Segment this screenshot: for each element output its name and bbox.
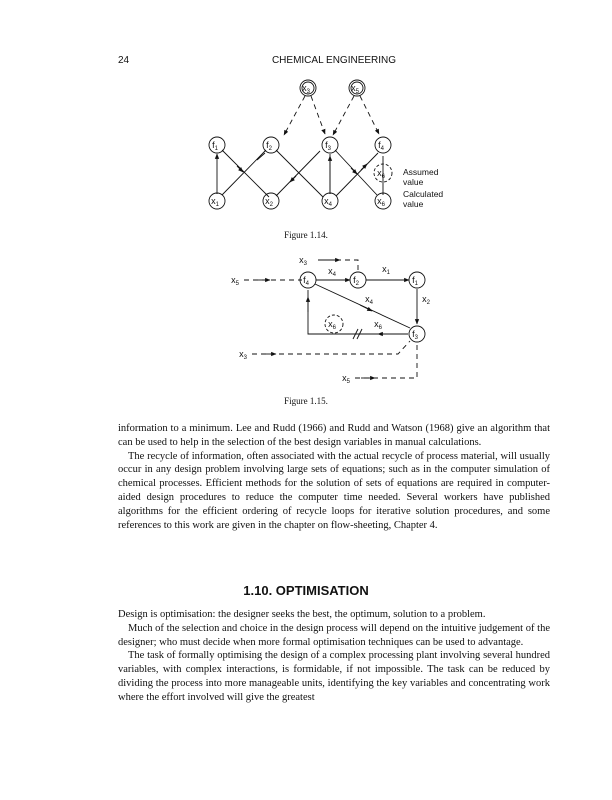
legend-calculated-line1: Calculated bbox=[403, 189, 444, 199]
label-x1: $x_1$ bbox=[382, 264, 390, 276]
label-x4-top: $x_4$ bbox=[328, 266, 336, 278]
edge-f2-x1-seg bbox=[257, 153, 265, 160]
legend-assumed-line1: Assumed bbox=[403, 167, 439, 177]
label-f3: $f_3$ bbox=[325, 140, 331, 152]
label-x6-edge: $x_6$ bbox=[374, 319, 382, 331]
edge-f2-x4 bbox=[276, 150, 323, 197]
arrow-f3-x2 bbox=[290, 176, 296, 182]
label-x6-node: $x_6$ bbox=[328, 319, 336, 331]
label-x6: $x_6$ bbox=[377, 196, 385, 208]
edge-x3-f3 bbox=[311, 96, 325, 134]
figure-1-14-caption: Figure 1.14. bbox=[284, 230, 328, 240]
paragraph: The recycle of information, often associated with the actual recycle of process material, will usually occur in any design problem involving large sets of equations; such as in the computer simulation of chemical processes. Efficient methods for the solution of sets of equations are required in computer-aided design procedures to reduce the computer time needed. Several workers have published algorithms for the efficient ordering of recycle loops for iterative solution procedures, and some references to this work are given in the chapter on flow-sheeting, Chapter 4. bbox=[118, 450, 550, 531]
label-f2: $f_2$ bbox=[353, 275, 359, 287]
edge-x5-bottom bbox=[355, 344, 417, 378]
paragraph: Much of the selection and choice in the design process will depend on the intuitive judgement of the designer; who must decide when more formal optimisation techniques can be used to advantage. bbox=[118, 622, 550, 648]
label-x5: $x_5$ bbox=[351, 83, 359, 95]
running-title: CHEMICAL ENGINEERING bbox=[271, 55, 397, 66]
figure-1-15-labels bbox=[231, 255, 431, 385]
section-heading: 1.10. OPTIMISATION bbox=[243, 583, 369, 598]
edge-f1-x2 bbox=[222, 150, 269, 197]
label-x2: $x_2$ bbox=[265, 196, 273, 208]
label-f2: $f_2$ bbox=[266, 140, 272, 152]
label-x5-bottom: $x_5$ bbox=[342, 373, 350, 385]
label-f3: $f_3$ bbox=[412, 329, 418, 341]
page-number: 24 bbox=[118, 55, 130, 66]
edge-x3-top bbox=[318, 260, 358, 270]
label-x5-left: $x_5$ bbox=[231, 275, 239, 287]
label-x3-bottom: $x_3$ bbox=[239, 349, 247, 361]
edge-x5-f4 bbox=[360, 96, 379, 134]
label-f4: $f_4$ bbox=[303, 275, 309, 287]
label-assumed-x6: $x_6$ bbox=[377, 168, 385, 180]
legend-calculated-line2: value bbox=[403, 199, 424, 209]
label-x2: $x_2$ bbox=[422, 294, 430, 306]
edge-x3-f2 bbox=[284, 96, 305, 135]
body-text-top bbox=[118, 422, 550, 532]
paragraph: information to a minimum. Lee and Rudd (1966) and Rudd and Watson (1968) give an algorithm that can be used to help in the selection of the best design variables in manual calculations. bbox=[118, 423, 550, 448]
label-f1: $f_1$ bbox=[412, 275, 418, 287]
label-x1: $x_1$ bbox=[211, 196, 219, 208]
figure-1-15-caption: Figure 1.15. bbox=[284, 396, 328, 406]
label-x3-top: $x_3$ bbox=[299, 255, 307, 267]
label-f4: $f_4$ bbox=[378, 140, 384, 152]
edge-x2-f3 bbox=[276, 151, 320, 196]
edge-x3-bottom bbox=[252, 341, 410, 354]
arrow-f1-x2 bbox=[237, 166, 243, 172]
paragraph: The task of formally optimising the design of a complex processing plant involving several hundred variables, with complex interactions, is formidable, if not impossible. The task can be reduced by dividing the process into more manageable units, identifying the key variables and concentrating work where the effort involved will give the greatest bbox=[118, 650, 550, 703]
arrow-x4-f4 bbox=[361, 164, 367, 170]
edge-x5-f3 bbox=[333, 96, 354, 135]
figure-1-14 bbox=[209, 80, 392, 209]
label-x3: $x_3$ bbox=[302, 83, 310, 95]
legend-assumed-line2: value bbox=[403, 177, 424, 187]
paragraph: Design is optimisation: the designer seeks the best, the optimum, solution to a problem. bbox=[118, 609, 486, 620]
label-x4-diag: $x_4$ bbox=[365, 294, 373, 306]
edge-f3-f4-loop bbox=[308, 290, 408, 334]
label-f1: $f_1$ bbox=[212, 140, 218, 152]
arrow-f3-x6 bbox=[351, 168, 357, 174]
figure-1-14-labels bbox=[211, 83, 386, 208]
label-x4: $x_4$ bbox=[324, 196, 332, 208]
body-text-bottom bbox=[118, 608, 550, 705]
figure-1-14-legend bbox=[403, 167, 443, 209]
